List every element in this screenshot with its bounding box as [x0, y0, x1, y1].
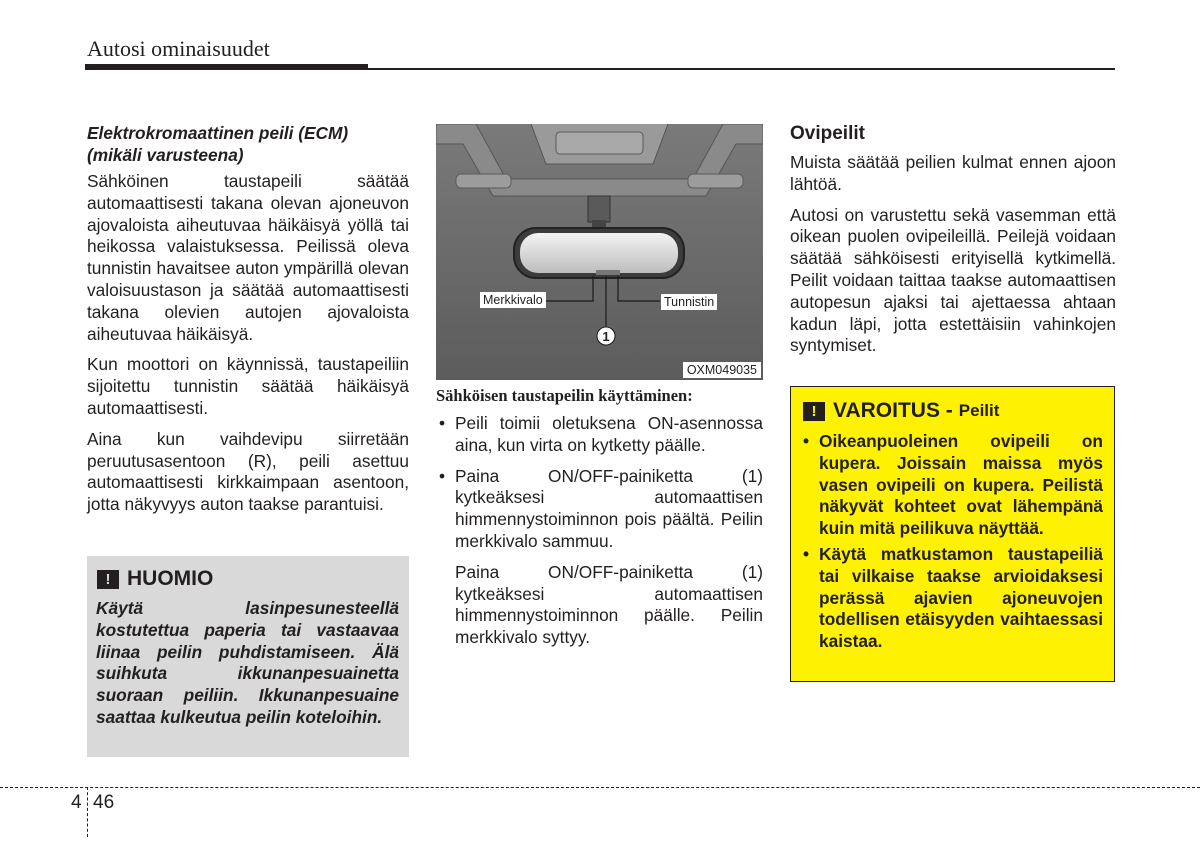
warning-triangle-icon — [97, 570, 119, 589]
mirror-usage-item-2-continued: Paina ON/OFF-painiketta (1) kytkeäksesi automaattisen himmennystoiminnon päälle. Peilin merkkivalo syttyy. — [455, 561, 763, 648]
warning-triangle-icon — [803, 402, 825, 421]
figure-code: OXM049035 — [683, 362, 761, 378]
figure-callout-1: 1 — [602, 329, 610, 344]
list-item: • Paina ON/OFF-painiketta (1) kytkeäksesi automaattisen himmennystoiminnon pois päältä. Peilin merkkivalo sammuu. — [439, 465, 763, 551]
footer-rule — [0, 787, 1200, 788]
mirror-usage-item-1: Peili toimii oletuksena ON-asennossa aina, kun virta on kytketty päälle. — [455, 413, 763, 455]
ecm-paragraph-3: Aina kun vaihdevipu siirretään peruutusasentoon (R), peili asettuu automaattisesti kirkkaimpaan asentoon, jotta näkyvyys auton taakse parantuisi. — [87, 428, 409, 515]
warning-box — [790, 386, 1115, 682]
section-title: Autosi ominaisuudet — [87, 36, 270, 61]
mirror-usage-item-2: Paina ON/OFF-painiketta (1) kytkeäksesi automaattisen himmennystoiminnon pois päältä. Peilin merkkivalo sammuu. — [455, 465, 763, 551]
caution-title-row — [97, 567, 213, 591]
mirror-usage-list — [436, 413, 763, 649]
door-mirrors-paragraph-2: Autosi on varustettu sekä vasemman että oikean puolen ovipeileillä. Peilejä voidaan säätää sähköisesti erityisellä kytkimellä. Peilit voidaan taittaa taakse automaattisen autopesun ajaksi tai ajettaessa ahtaan kadun läpi, jotta estettäisiin vahinkojen syntymiset. — [790, 204, 1116, 356]
header-rule-thin — [85, 68, 1115, 70]
figure-label-indicator: Merkkivalo — [480, 292, 546, 308]
ecm-paragraph-2: Kun moottori on käynnissä, taustapeiliin sijoitettu tunnistin säätää häikäisyä automaattisesti. — [87, 354, 409, 418]
warning-title: VAROITUS - — [833, 399, 953, 422]
ecm-subheading-line2: (mikäli varusteena) — [87, 145, 244, 165]
ecm-paragraph-1: Sähköinen taustapeili säätää automaattisesti takana olevan ajoneuvon ajovaloista aiheutuvaa häikäisyä yöllä tai heikossa valaistuksessa. Peilissä oleva tunnistin havaitsee auton ympärillä olevan valoisuustason ja säätää automaattisesti takana olevien autojen ajovaloista aiheutuvaa häikäisyä. — [87, 171, 409, 344]
footer-divider — [87, 787, 89, 837]
ecm-subheading-line1: Elektrokromaattinen peili (ECM) — [87, 123, 349, 143]
chapter-number: 4 — [71, 792, 82, 813]
mirror-drawing — [436, 124, 763, 380]
list-item-continuation — [436, 562, 763, 649]
caution-title: HUOMIO — [127, 567, 214, 590]
ecm-text-block — [87, 171, 409, 516]
list-item: • Oikeanpuoleinen ovipeili on kupera. Joissain maissa myös vasen ovipeili on kupera. Peilistä näkyvät kohteet ovat lähempänä kuin mitä peilikuva näyttää. — [803, 431, 1103, 539]
caution-box — [87, 556, 409, 757]
door-mirrors-paragraph-1: Muista säätää peilien kulmat ennen ajoon lähtöä. — [790, 152, 1116, 194]
warning-item-1: Oikeanpuoleinen ovipeili on kupera. Joissain maissa myös vasen ovipeili on kupera. Peilistä näkyvät kohteet ovat lähempänä kuin mitä peilikuva näyttää. — [819, 431, 1103, 539]
figure-caption: Sähköisen taustapeilin käyttäminen: — [436, 386, 693, 405]
rearview-mirror-illustration — [436, 124, 763, 380]
door-mirrors-heading: Ovipeilit — [790, 123, 865, 144]
list-item: • Käytä matkustamon taustapeiliä tai vilkaise taakse arvioidaksesi perässä ajavien ajoneuvojen todellisen etäisyyden vaihtaessasi kaistaa. — [803, 543, 1103, 652]
list-item: • Peili toimii oletuksena ON-asennossa aina, kun virta on kytketty päälle. — [439, 413, 763, 455]
caution-body: Käytä lasinpesunesteellä kostutettua paperia tai vastaavaa liinaa peilin puhdistamiseen. Älä suihkuta ikkunanpesuainetta suoraan peiliin. Ikkunanpesuaine saattaa kulkeutua peilin koteloihin. — [96, 598, 399, 727]
door-mirrors-section — [790, 122, 1116, 357]
figure-label-sensor: Tunnistin — [661, 294, 717, 310]
warning-title-row — [803, 399, 999, 423]
page-number: 46 — [93, 792, 115, 813]
warning-subtitle: Peilit — [958, 401, 1000, 420]
warning-list — [803, 431, 1103, 657]
warning-item-2: Käytä matkustamon taustapeiliä tai vilkaise taakse arvioidaksesi perässä ajavien ajoneuvojen todellisen etäisyyden vaihtaessasi kaistaa. — [819, 543, 1103, 652]
